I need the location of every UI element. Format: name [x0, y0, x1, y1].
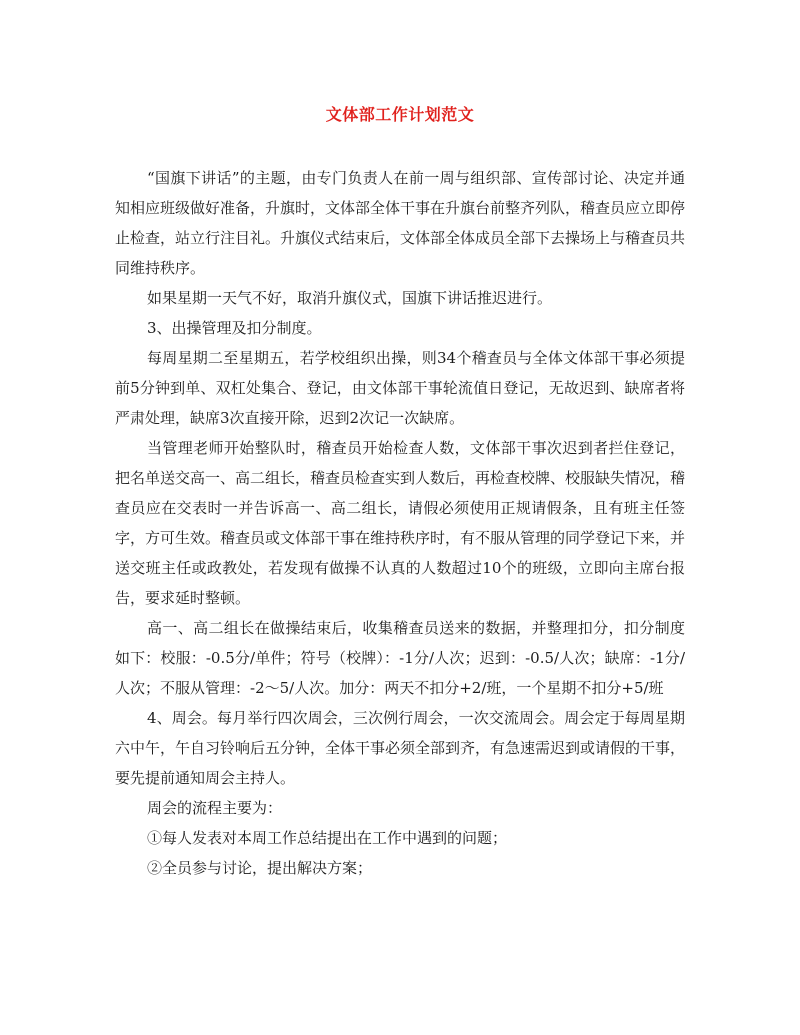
paragraph-flag-speech: “国旗下讲话”的主题，由专门负责人在前一周与组织部、宣传部讨论、决定并通知相应班级做好准备，升旗时，文体部全体干事在升旗台前整齐列队，稽查员应立即停止检查，站立行注目礼。升旗仪式结束后，文体部全体成员全部下去操场上与稽查员共同维持秩序。 — [115, 169, 686, 277]
paragraph-section-4-weekly-meeting: 4、周会。每月举行四次周会，三次例行周会，一次交流周会。周会定于每周星期六中午，午自习铃响后五分钟，全体干事必须全部到齐，有急速需迟到或请假的干事，要先提前通知周会主持人。 — [115, 709, 686, 787]
paragraph-inspection-procedure: 当管理老师开始整队时，稽查员开始检查人数，文体部干事次迟到者拦住登记，把名单送交高一、高二组长，稽查员检查实到人数后，再检查校牌、校服缺失情况，稽查员应在交表时一并告诉高一、高二组长，请假必须使用正规请假条，且有班主任签字，方可生效。稽查员或文体部干事在维持秩序时，有不服从管理的同学登记下来，并送交班主任或政教处，若发现有做操不认真的人数超过10个的班级，立即向主席台报告，要求延时整顿。 — [115, 439, 686, 607]
document-title: 文体部工作计划范文 — [325, 105, 475, 124]
paragraph-bad-weather: 如果星期一天气不好，取消升旗仪式，国旗下讲话推迟进行。 — [147, 289, 553, 307]
paragraph-meeting-step-2: ②全员参与讨论，提出解决方案； — [147, 859, 373, 877]
paragraph-deduction-rules: 高一、高二组长在做操结束后，收集稽查员送来的数据，并整理扣分，扣分制度如下：校服：-0.5分/单件；符号（校牌）：-1分/人次；迟到：-0.5/人次；缺席：-1分/人次；不服从管理：-2～5/人次。加分：两天不扣分+2/班，一个星期不扣分+5/班 — [115, 619, 685, 697]
paragraph-exercise-assembly: 每周星期二至星期五，若学校组织出操，则34个稽查员与全体文体部干事必须提前5分钟到单、双杠处集合、登记，由文体部干事轮流值日登记，无故迟到、缺席者将严肃处理，缺席3次直接开除，迟到2次记一次缺席。 — [115, 349, 685, 427]
paragraph-section-3-heading: 3、出操管理及扣分制度。 — [147, 319, 322, 337]
paragraph-meeting-step-1: ①每人发表对本周工作总结提出在工作中遇到的问题； — [147, 829, 508, 847]
document-body — [115, 163, 685, 883]
paragraph-meeting-process-intro: 周会的流程主要为： — [147, 799, 283, 817]
